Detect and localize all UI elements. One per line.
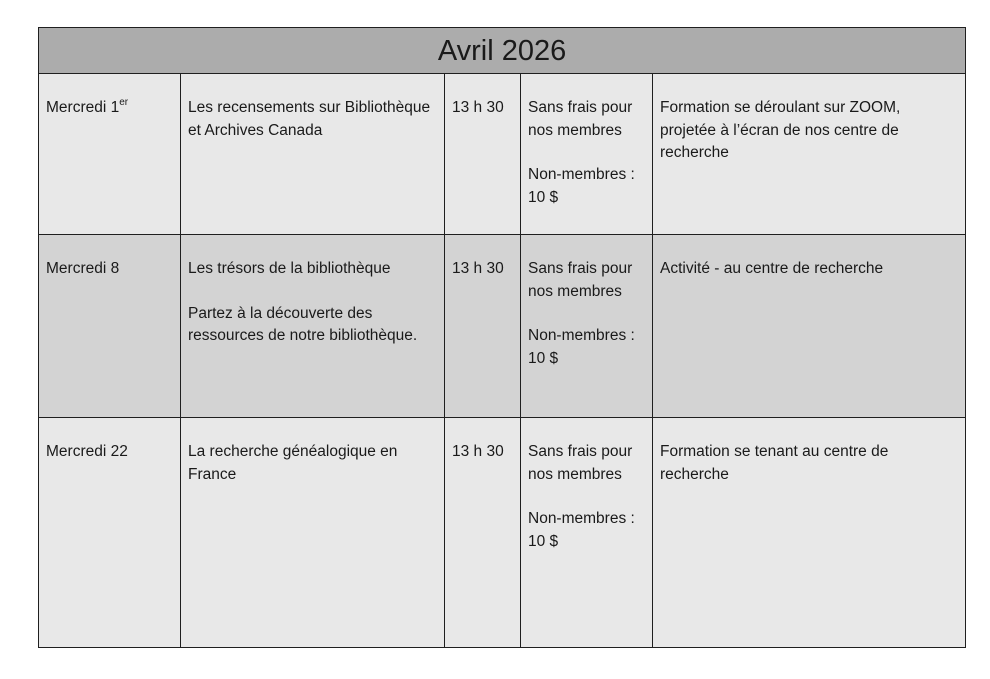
- activity-cell: [181, 235, 445, 418]
- price-members: Sans frais pour nos membres: [528, 260, 633, 300]
- activity-title: Les trésors de la bibliothèque: [188, 260, 391, 277]
- date-text: Mercredi 8: [46, 260, 120, 277]
- activity-cell: [181, 74, 445, 235]
- date-cell: [39, 418, 181, 648]
- price-members: Sans frais pour nos membres: [528, 99, 633, 139]
- price-cell: [521, 235, 653, 418]
- date-cell: [39, 235, 181, 418]
- date-text: Mercredi 22: [46, 443, 128, 460]
- table-row: [39, 418, 966, 648]
- price-nonmembers: Non-membres : 10 $: [528, 510, 635, 550]
- activity-cell: [181, 418, 445, 648]
- activity-title: Les recensements sur Bibliothèque et Archives Canada: [188, 99, 431, 139]
- time-cell: 13 h 30: [445, 418, 521, 648]
- date-superscript: er: [119, 96, 129, 108]
- month-title: Avril 2026: [39, 28, 966, 74]
- notes-cell: Activité - au centre de recherche: [653, 235, 966, 418]
- activity-description: Partez à la découverte des ressources de notre bibliothèque.: [188, 304, 418, 344]
- date-text: Mercredi 1: [46, 99, 120, 116]
- price-members: Sans frais pour nos membres: [528, 443, 633, 483]
- price-cell: [521, 418, 653, 648]
- price-nonmembers: Non-membres : 10 $: [528, 166, 635, 206]
- date-cell: [39, 74, 181, 235]
- schedule-table: [38, 27, 966, 648]
- notes-cell: Formation se tenant au centre de recherche: [653, 418, 966, 648]
- title-row: [39, 28, 966, 74]
- activity-title: La recherche généalogique en France: [188, 443, 398, 483]
- price-cell: [521, 74, 653, 235]
- notes-cell: Formation se déroulant sur ZOOM, projetée à l’écran de nos centre de recherche: [653, 74, 966, 235]
- price-nonmembers: Non-membres : 10 $: [528, 327, 635, 367]
- table-row: [39, 235, 966, 418]
- time-cell: 13 h 30: [445, 235, 521, 418]
- time-cell: 13 h 30: [445, 74, 521, 235]
- table-row: [39, 74, 966, 235]
